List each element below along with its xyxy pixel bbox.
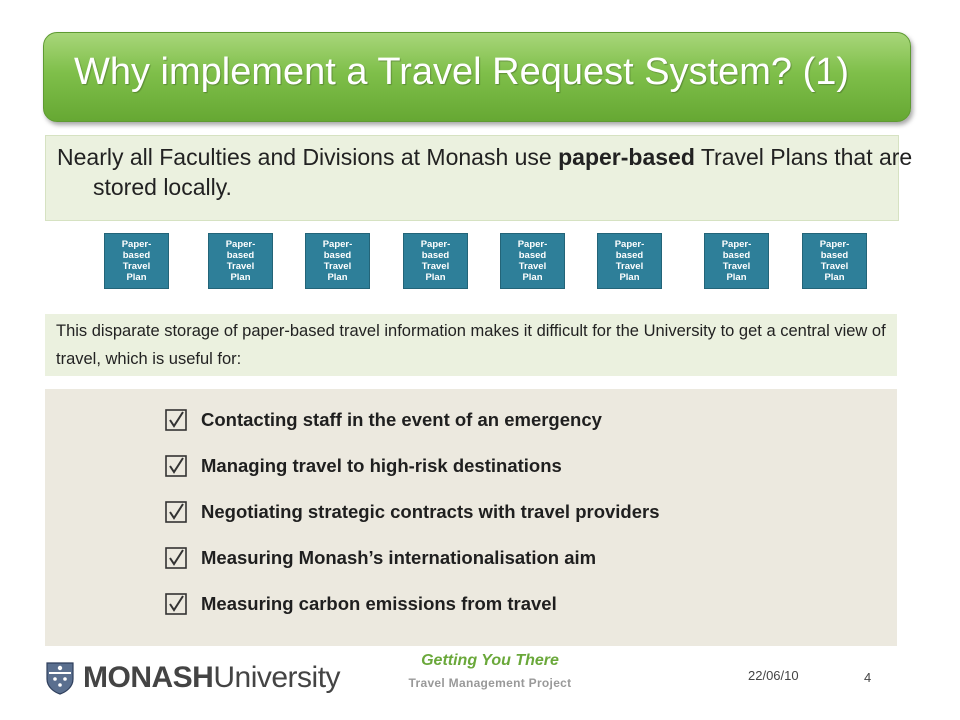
benefit-label: Negotiating strategic contracts with travel providers [201, 501, 660, 522]
paper-plan-box: Paper- based Travel Plan [704, 233, 769, 289]
checkbox-check-icon [165, 547, 187, 569]
paper-plan-row [0, 233, 960, 288]
benefit-item [165, 544, 596, 572]
footer-project: Travel Management Project [408, 676, 572, 690]
footer-center [380, 652, 600, 690]
title-banner [43, 32, 911, 122]
footer-date: 22/06/10 [748, 668, 799, 683]
page-number: 4 [864, 670, 872, 685]
logo-university-text: University [213, 661, 341, 694]
storage-text: This disparate storage of paper-based travel information makes it difficult for the University to get a central view of travel, which is useful for: [56, 322, 886, 368]
storage-panel [45, 314, 897, 376]
benefits-panel [45, 389, 897, 646]
benefit-item [165, 452, 562, 480]
paper-plan-box: Paper- based Travel Plan [403, 233, 468, 289]
checkbox-check-icon [165, 455, 187, 477]
benefit-label: Measuring Monash’s internationalisation aim [201, 547, 597, 568]
benefit-item [165, 590, 557, 618]
checkbox-check-icon [165, 501, 187, 523]
paper-plan-box: Paper- based Travel Plan [305, 233, 370, 289]
monash-crest-icon [45, 661, 75, 695]
paper-plan-box: Paper- based Travel Plan [597, 233, 662, 289]
intro-text-bold: paper-based [558, 144, 695, 170]
intro-text-end: Travel Plans that are stored locally. [93, 144, 913, 200]
paper-plan-box: Paper- based Travel Plan [802, 233, 867, 289]
benefit-label: Contacting staff in the event of an emergency [201, 409, 602, 430]
intro-panel [45, 135, 913, 221]
slide-title: Why implement a Travel Request System? (1) [74, 51, 850, 93]
paper-plan-box: Paper- based Travel Plan [208, 233, 273, 289]
benefit-label: Measuring carbon emissions from travel [201, 593, 557, 614]
intro-text-start: Nearly all Faculties and Divisions at Monash use [57, 144, 559, 170]
intro-text [57, 142, 923, 202]
monash-logo [45, 660, 340, 696]
paper-plan-box: Paper- based Travel Plan [500, 233, 565, 289]
checkbox-check-icon [165, 409, 187, 431]
checkbox-check-icon [165, 593, 187, 615]
benefit-item [165, 406, 602, 434]
benefit-item [165, 498, 660, 526]
paper-plan-box: Paper- based Travel Plan [104, 233, 169, 289]
logo-monash-text: MONASH [83, 661, 214, 694]
footer-tagline: Getting You There [421, 652, 559, 669]
benefit-label: Managing travel to high-risk destinations [201, 455, 562, 476]
